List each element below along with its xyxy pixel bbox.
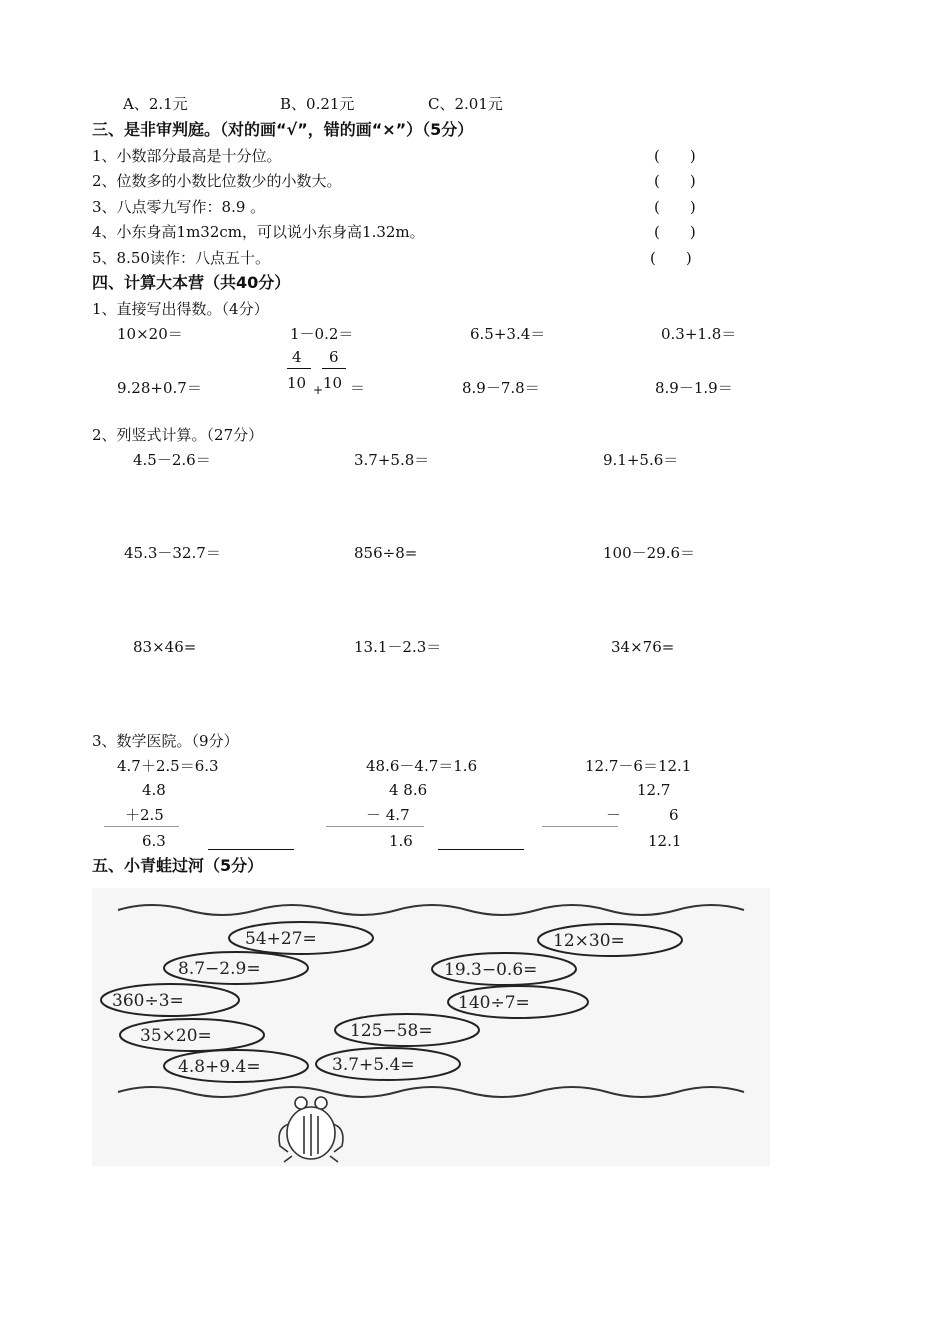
stone-label-6: 140÷7= [458, 993, 530, 1013]
stone-10[interactable] [316, 1048, 460, 1080]
stone-label-10: 3.7+5.4= [332, 1055, 415, 1075]
vertical-calc-3: 9.1+5.6＝ [603, 451, 679, 469]
hospital-3-result: 12.1 [648, 832, 682, 850]
stone-9[interactable] [164, 1050, 308, 1082]
stone-8[interactable] [335, 1014, 479, 1046]
hospital-equation-2: 48.6－4.7＝1.6 [366, 757, 478, 775]
oral-calc-1: 10×20＝ [117, 325, 183, 343]
q3-title: 3、数学医院。（9分） [92, 732, 239, 750]
fraction-1-denominator: 10 [287, 374, 307, 392]
oral-calc-3: 6.5+3.4＝ [470, 325, 546, 343]
stone-7[interactable] [120, 1019, 264, 1051]
oral-calc-2: 1－0.2＝ [290, 325, 354, 343]
vertical-calc-7: 83×46= [133, 638, 197, 656]
fraction-plus: + [313, 383, 324, 397]
stone-3[interactable] [164, 952, 308, 984]
vertical-calc-9: 34×76= [611, 638, 675, 656]
answer-bracket-4[interactable]: ( ) [654, 223, 696, 241]
oral-calc-5: 9.28+0.7＝ [117, 379, 202, 397]
correction-blank-2[interactable] [438, 849, 524, 850]
q2-title: 2、列竖式计算。（27分） [92, 426, 264, 444]
q1-title: 1、直接写出得数。（4分） [92, 300, 269, 318]
judge-item-1: 1、小数部分最高是十分位。 [92, 147, 282, 165]
hospital-3-top: 12.7 [637, 781, 671, 799]
vertical-calc-4: 45.3－32.7＝ [124, 544, 221, 562]
vertical-calc-2: 3.7+5.8＝ [354, 451, 430, 469]
hospital-1-result: 6.3 [142, 832, 166, 850]
hospital-1-rule [104, 826, 179, 827]
section3-title: 三、是非审判庭。（对的画“√”，错的画“×”）（5分） [92, 120, 474, 139]
section4-title: 四、计算大本营（共40分） [92, 273, 291, 292]
hospital-1-top: 4.8 [142, 781, 166, 799]
stone-4[interactable] [432, 953, 576, 985]
stone-label-8: 125−58= [350, 1021, 433, 1041]
hospital-3-operand: 6 [669, 806, 679, 824]
section5-title: 五、小青蛙过河（5分） [92, 856, 264, 875]
judge-item-2: 2、位数多的小数比位数少的小数大。 [92, 172, 342, 190]
stone-label-2: 12×30= [553, 931, 625, 951]
fraction-2-bar [322, 368, 346, 369]
stone-label-7: 35×20= [140, 1026, 212, 1046]
stone-label-9: 4.8+9.4= [178, 1057, 261, 1077]
river-bank-bottom [118, 1087, 744, 1097]
vertical-calc-1: 4.5－2.6＝ [133, 451, 211, 469]
stone-6[interactable] [448, 986, 588, 1018]
fraction-1-bar [287, 368, 311, 369]
fraction-2-numerator: 6 [329, 348, 339, 366]
fraction-equals: ＝ [350, 379, 366, 397]
option-c: C、2.01元 [428, 95, 503, 113]
hospital-2-top: 4 8.6 [389, 781, 428, 799]
option-a: A、2.1元 [123, 95, 188, 113]
hospital-equation-3: 12.7－6＝12.1 [585, 757, 692, 775]
fraction-2-denominator: 10 [323, 374, 343, 392]
judge-item-5: 5、8.50读作：八点五十。 [92, 249, 270, 267]
stone-label-5: 360÷3= [112, 991, 184, 1011]
hospital-equation-1: 4.7＋2.5＝6.3 [117, 757, 219, 775]
vertical-calc-5: 856÷8= [354, 544, 418, 562]
hospital-3-operator: － [606, 806, 622, 824]
oral-calc-4: 0.3+1.8＝ [661, 325, 737, 343]
frog-icon [279, 1097, 343, 1162]
hospital-2-operand: － 4.7 [366, 806, 410, 824]
river-bank-top [118, 905, 744, 915]
hospital-2-result: 1.6 [389, 832, 413, 850]
stone-1[interactable] [229, 922, 373, 954]
answer-bracket-3[interactable]: ( ) [654, 198, 696, 216]
correction-blank-1[interactable] [208, 849, 294, 850]
vertical-calc-6: 100－29.6＝ [603, 544, 696, 562]
option-b: B、0.21元 [280, 95, 355, 113]
fraction-1-numerator: 4 [292, 348, 302, 366]
stone-label-3: 8.7−2.9= [178, 959, 261, 979]
frog-river-illustration [92, 888, 770, 1166]
judge-item-3: 3、八点零九写作：8.9 。 [92, 198, 266, 216]
stone-label-1: 54+27= [245, 929, 317, 949]
answer-bracket-1[interactable]: ( ) [654, 147, 696, 165]
stone-label-4: 19.3−0.6= [444, 960, 538, 980]
answer-bracket-5[interactable]: ( ) [650, 249, 692, 267]
hospital-2-rule [326, 826, 424, 827]
answer-bracket-2[interactable]: ( ) [654, 172, 696, 190]
stone-2[interactable] [538, 924, 682, 956]
vertical-calc-8: 13.1－2.3＝ [354, 638, 442, 656]
oral-calc-6: 8.9－7.8＝ [462, 379, 540, 397]
stone-5[interactable] [101, 984, 239, 1016]
hospital-1-operand: ＋2.5 [125, 806, 164, 824]
oral-calc-7: 8.9－1.9＝ [655, 379, 733, 397]
hospital-3-rule [542, 826, 618, 827]
judge-item-4: 4、小东身高1m32cm，可以说小东身高1.32m。 [92, 223, 425, 241]
